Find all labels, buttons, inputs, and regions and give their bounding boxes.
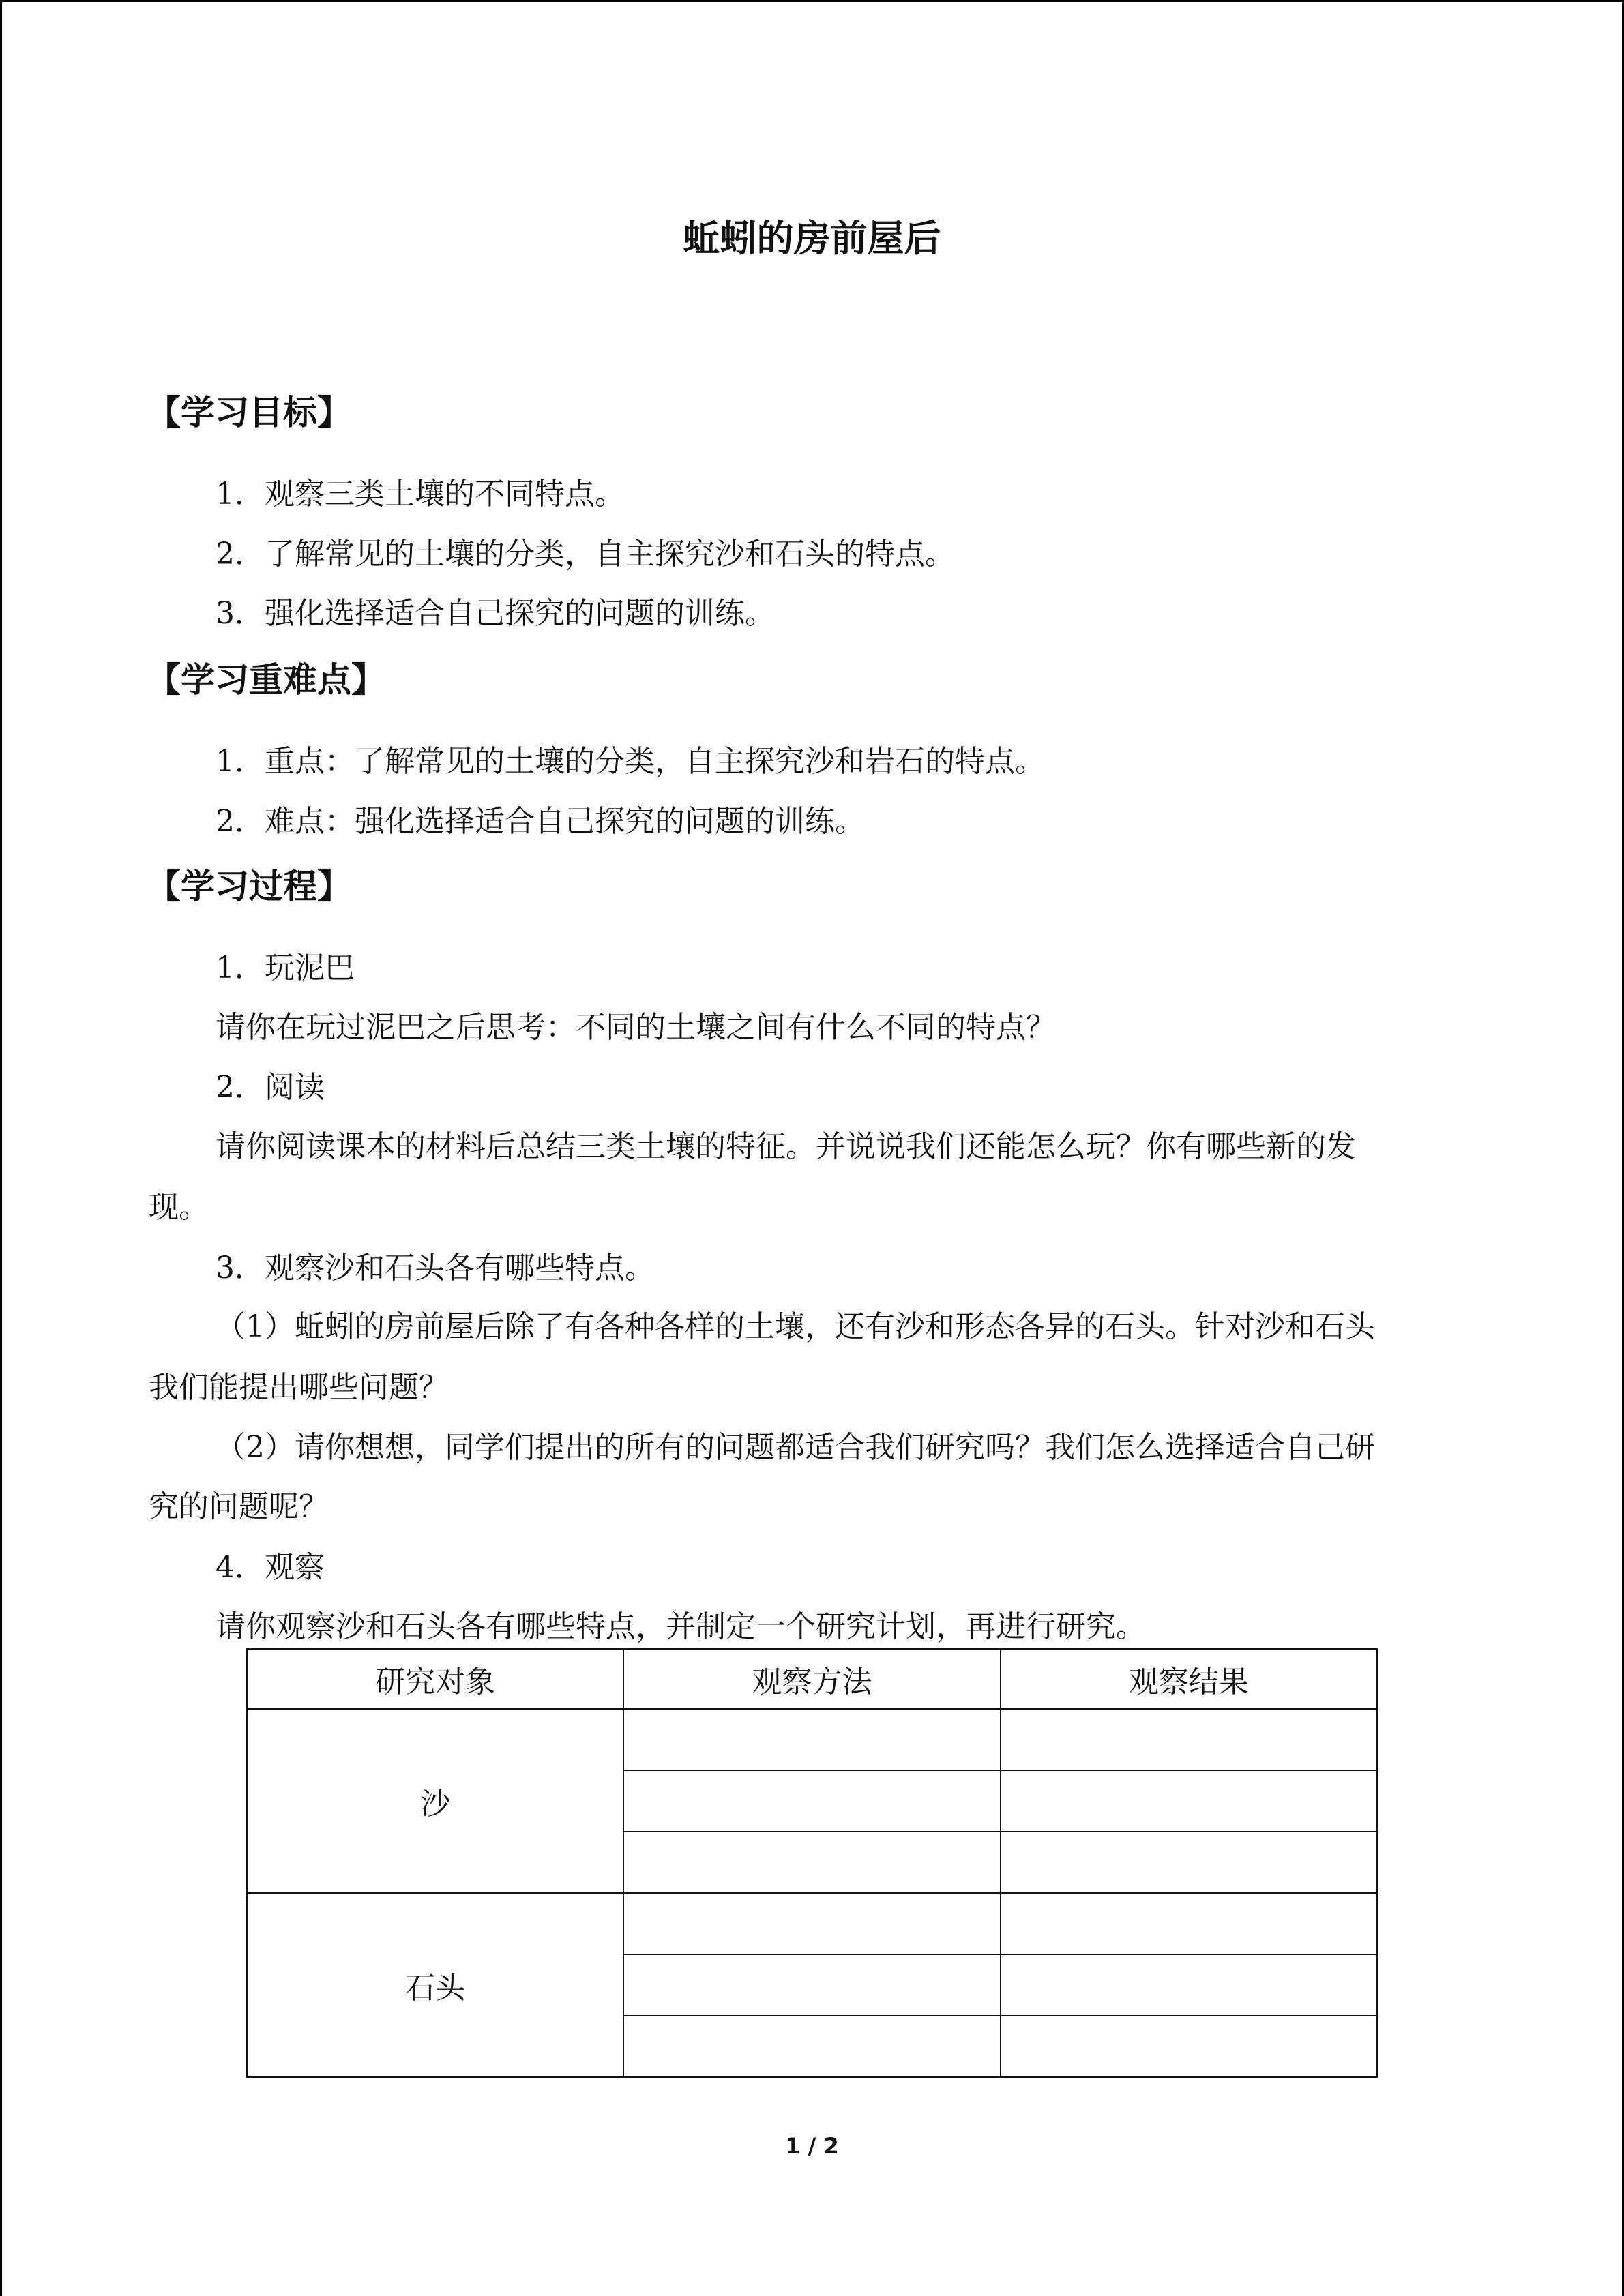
process-line: 请你阅读课本的材料后总结三类土壤的特征。并说说我们还能怎么玩？你有哪些新的发 <box>216 1129 1356 1164</box>
table-row <box>247 1709 1377 1770</box>
process-line: 我们能提出哪些问题？ <box>149 1370 449 1405</box>
process-line: 请你观察沙和石头各有哪些特点，并制定一个研究计划，再进行研究。 <box>216 1609 1146 1644</box>
goal-item-2: 2．了解常见的土壤的分类，自主探究沙和石头的特点。 <box>216 537 955 571</box>
key-point-item-1: 1．重点：了解常见的土壤的分类，自主探究沙和岩石的特点。 <box>216 744 1045 779</box>
subject-sand: 沙 <box>247 1709 623 1893</box>
table-row <box>247 1893 1377 1954</box>
result-cell[interactable] <box>1001 2016 1377 2077</box>
method-cell[interactable] <box>623 1709 1000 1770</box>
process-line: （2）请你想想，同学们提出的所有的问题都适合我们研究吗？我们怎么选择适合自己研 <box>216 1430 1375 1465</box>
header-method: 观察方法 <box>623 1649 1000 1709</box>
process-line: 请你在玩过泥巴之后思考：不同的土壤之间有什么不同的特点？ <box>216 1010 1056 1045</box>
section-heading-process: 【学习过程】 <box>147 867 351 906</box>
result-cell[interactable] <box>1001 1709 1377 1770</box>
section-heading-key-points: 【学习重难点】 <box>147 660 385 700</box>
observation-table <box>246 1648 1378 2078</box>
result-cell[interactable] <box>1001 1770 1377 1832</box>
section-heading-goals: 【学习目标】 <box>147 393 351 432</box>
process-line: 1．玩泥巴 <box>216 951 355 985</box>
method-cell[interactable] <box>623 1832 1000 1893</box>
result-cell[interactable] <box>1001 1832 1377 1893</box>
process-line: 现。 <box>149 1190 209 1225</box>
subject-stone: 石头 <box>247 1893 623 2077</box>
page-title: 蚯蚓的房前屋后 <box>683 217 941 260</box>
method-cell[interactable] <box>623 2016 1000 2077</box>
key-point-item-2: 2．难点：强化选择适合自己探究的问题的训练。 <box>216 804 865 839</box>
goal-item-3: 3．强化选择适合自己探究的问题的训练。 <box>216 596 775 631</box>
result-cell[interactable] <box>1001 1954 1377 2016</box>
process-line: 3．观察沙和石头各有哪些特点。 <box>216 1251 655 1285</box>
method-cell[interactable] <box>623 1954 1000 2016</box>
method-cell[interactable] <box>623 1893 1000 1954</box>
header-subject: 研究对象 <box>247 1649 623 1709</box>
header-result: 观察结果 <box>1001 1649 1377 1709</box>
page-border-left <box>0 0 2 2296</box>
process-line: 2．阅读 <box>216 1070 325 1105</box>
method-cell[interactable] <box>623 1770 1000 1832</box>
page-border-top <box>0 0 1624 2</box>
result-cell[interactable] <box>1001 1893 1377 1954</box>
process-line: 究的问题呢？ <box>149 1489 329 1524</box>
process-line: 4．观察 <box>216 1550 325 1585</box>
page-indicator: 1 / 2 <box>785 2133 839 2159</box>
table-header-row <box>247 1649 1377 1709</box>
goal-item-1: 1．观察三类土壤的不同特点。 <box>216 477 625 511</box>
process-line: （1）蚯蚓的房前屋后除了有各种各样的土壤，还有沙和形态各异的石头。针对沙和石头 <box>216 1309 1375 1344</box>
